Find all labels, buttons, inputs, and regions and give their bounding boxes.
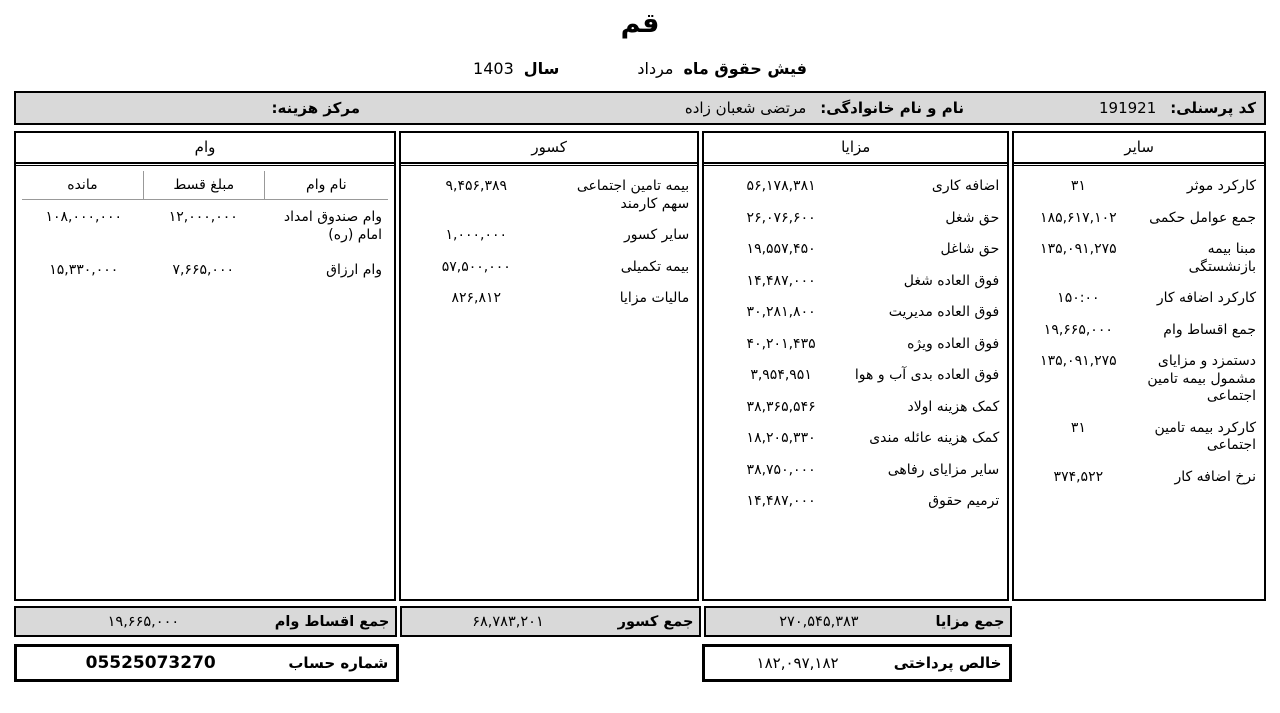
loans-total-value: ۱۹,۶۶۵,۰۰۰ [107,613,180,630]
benefit-row [710,423,1001,455]
benefit-row-value: ۳۸,۷۵۰,۰۰۰ [746,461,816,478]
net-pay-value: ۱۸۲,۰۹۷,۱۸۲ [756,654,839,672]
deduction-row-value: ۵۷,۵۰۰,۰۰۰ [441,258,511,275]
benefit-row-label: ترمیم حقوق [928,493,1000,509]
footer-spacer [402,644,699,682]
loan-row [22,253,388,289]
benefit-row [710,486,1001,518]
deductions-total-value: ۶۸,۷۸۳,۲۰۱ [472,613,544,630]
other-row-label: جمع اقساط وام [1163,321,1256,338]
benefit-row-value: ۱۴,۴۸۷,۰۰۰ [746,272,816,289]
other-row-value: ۳۷۴,۵۲۲ [1053,468,1104,485]
account-number-label: شماره حساب [288,654,389,672]
loan-installment-header: مبلغ قسط [143,171,264,199]
deductions-total-label: جمع کسور [617,613,694,630]
loan-name: وام ارزاق [326,262,383,278]
benefit-row-value: ۲۶,۰۷۶,۶۰۰ [746,209,816,226]
deduction-row [407,220,691,252]
deduction-row-label: مالیات مزایا [619,290,690,306]
other-row-label: کارکرد اضافه کار [1156,290,1256,306]
benefit-row-label: فوق العاده بدی آب و هوا [854,367,1000,383]
other-row-label: دستمزد و مزایای مشمول بیمه تامین اجتماعی [1147,353,1256,404]
other-row-value: ۱۳۵,۰۹۱,۲۷۵ [1040,353,1117,369]
account-number-box [14,644,399,682]
payslip-month-label: فیش حقوق ماه [683,59,807,78]
benefit-row-label: فوق العاده شغل [903,272,1000,289]
benefits-column [702,131,1009,601]
benefit-row [710,360,1001,392]
employee-name-value: مرتضی شعبان زاده [684,99,807,117]
benefit-row-value: ۱۹,۵۵۷,۴۵۰ [746,241,816,257]
benefit-row [710,297,1001,329]
employee-name-group [685,93,964,123]
benefit-row-value: ۱۸,۲۰۵,۳۳۰ [746,430,816,446]
loan-balance: ۱۵,۳۳۰,۰۰۰ [49,262,119,278]
deduction-row [407,283,691,315]
loans-column-body [16,166,394,599]
payslip-subtitle [0,59,1280,78]
loan-balance: ۱۰۸,۰۰۰,۰۰۰ [45,209,123,225]
loan-name-header: نام وام [264,171,388,199]
other-row [1020,462,1258,494]
personnel-code-label: کد پرسنلی: [1170,99,1256,117]
month-value: مرداد [637,59,674,78]
loan-balance-header: مانده [67,177,98,193]
loans-column [14,131,396,601]
other-row-label: نرخ اضافه کار [1174,468,1256,485]
benefit-row-value: ۱۴,۴۸۷,۰۰۰ [746,493,816,509]
other-row-value: ۱۸۵,۶۱۷,۱۰۲ [1040,209,1117,226]
benefits-total-label: جمع مزایا [935,613,1005,630]
loan-installment: ۱۲,۰۰۰,۰۰۰ [168,209,238,225]
deduction-row-label: بیمه تکمیلی [620,258,690,275]
benefit-row-label: کمک هزینه عائله مندی [869,430,1000,446]
other-column-title: سایر [1014,133,1264,164]
deductions-total-box [400,606,701,637]
benefits-column-body [704,166,1007,599]
other-row-label: کارکرد بیمه تامین اجتماعی [1154,419,1256,453]
other-row-value: ۱۹,۶۶۵,۰۰۰ [1043,321,1113,338]
deduction-row [407,171,691,220]
benefits-total-box [704,606,1012,637]
deductions-column-title: کسور [401,133,697,164]
other-row-value: ۱۳۵,۰۹۱,۲۷۵ [1040,241,1117,257]
deduction-row-label: سایر کسور [623,227,690,243]
account-number-value: 05525073270 [85,653,216,673]
footer-row [14,644,1266,682]
other-row-value: ۳۱ [1070,178,1086,194]
other-column-body [1014,166,1264,599]
benefit-row [710,455,1001,487]
employee-name-label: نام و نام خانوادگی: [820,99,964,117]
deductions-column [399,131,699,601]
totals-spacer [1015,606,1266,637]
other-row [1020,346,1258,413]
cost-center-group [272,93,360,123]
benefits-total-value: ۲۷۰,۵۴۵,۳۸۳ [779,613,859,630]
benefit-row-value: ۳,۹۵۴,۹۵۱ [750,367,812,383]
net-pay-box [702,644,1012,682]
loans-total-label: جمع اقساط وام [274,613,390,630]
other-row-label: مبنا بیمه بازنشستگی [1188,241,1256,275]
benefit-row-label: حق شاغل [940,241,1000,257]
other-row-value: ۳۱ [1070,419,1086,436]
benefits-column-title: مزایا [704,133,1007,164]
benefit-row-label: سایر مزایای رفاهی [887,461,1000,478]
page-title: قم [620,8,660,39]
employee-info-bar [14,91,1266,125]
benefit-row [710,203,1001,235]
other-column [1012,131,1266,601]
totals-row [14,606,1266,637]
loans-column-title: وام [16,133,394,164]
benefit-row-label: اضافه کاری [931,178,1000,194]
other-row-value: ۱۵۰:۰۰ [1057,290,1100,306]
benefit-row [710,392,1001,424]
benefit-row-value: ۵۶,۱۷۸,۳۸۱ [746,178,816,194]
benefit-row [710,266,1001,298]
other-row [1020,234,1258,283]
benefit-row-value: ۳۰,۲۸۱,۸۰۰ [746,304,816,320]
year-value: 1403 [473,59,514,78]
deduction-row-value: ۱,۰۰۰,۰۰۰ [445,227,508,243]
benefit-row-value: ۳۸,۳۶۵,۵۴۶ [746,398,816,415]
loan-table-header [22,171,388,200]
other-row [1020,171,1258,203]
benefit-row [710,171,1001,203]
other-row [1020,413,1258,462]
deduction-row [407,252,691,284]
cost-center-label: مرکز هزینه: [271,99,360,117]
payslip-columns [14,131,1266,601]
loan-installment: ۷,۶۶۵,۰۰۰ [172,262,234,278]
personnel-code-group [1099,93,1256,123]
other-row [1020,315,1258,347]
footer-spacer [1015,644,1266,682]
year-label: سال [523,59,560,78]
deduction-row-value: ۹,۴۵۶,۳۸۹ [445,178,508,194]
net-pay-label: خالص پرداختی [893,654,1002,672]
benefit-row [710,329,1001,361]
benefit-row-label: کمک هزینه اولاد [907,398,1000,415]
benefit-row [710,234,1001,266]
other-row [1020,283,1258,315]
benefit-row-label: حق شغل [945,209,1000,226]
deduction-row-value: ۸۲۶,۸۱۲ [451,290,502,306]
benefit-row-value: ۴۰,۲۰۱,۴۳۵ [746,335,816,352]
other-row-label: جمع عوامل حکمی [1149,209,1256,226]
benefit-row-label: فوق العاده مدیریت [888,304,1000,320]
loans-total-box [14,606,397,637]
other-row-label: کارکرد موثر [1186,178,1256,194]
loan-name: وام صندوق امداد امام (ره) [283,209,383,243]
other-row [1020,203,1258,235]
benefit-row-label: فوق العاده ویژه [907,335,1000,352]
deduction-row-label: بیمه تامین اجتماعی سهم کارمند [576,178,690,212]
loan-row [22,200,388,253]
personnel-code-value: 191921 [1098,99,1157,117]
deductions-column-body [401,166,697,599]
